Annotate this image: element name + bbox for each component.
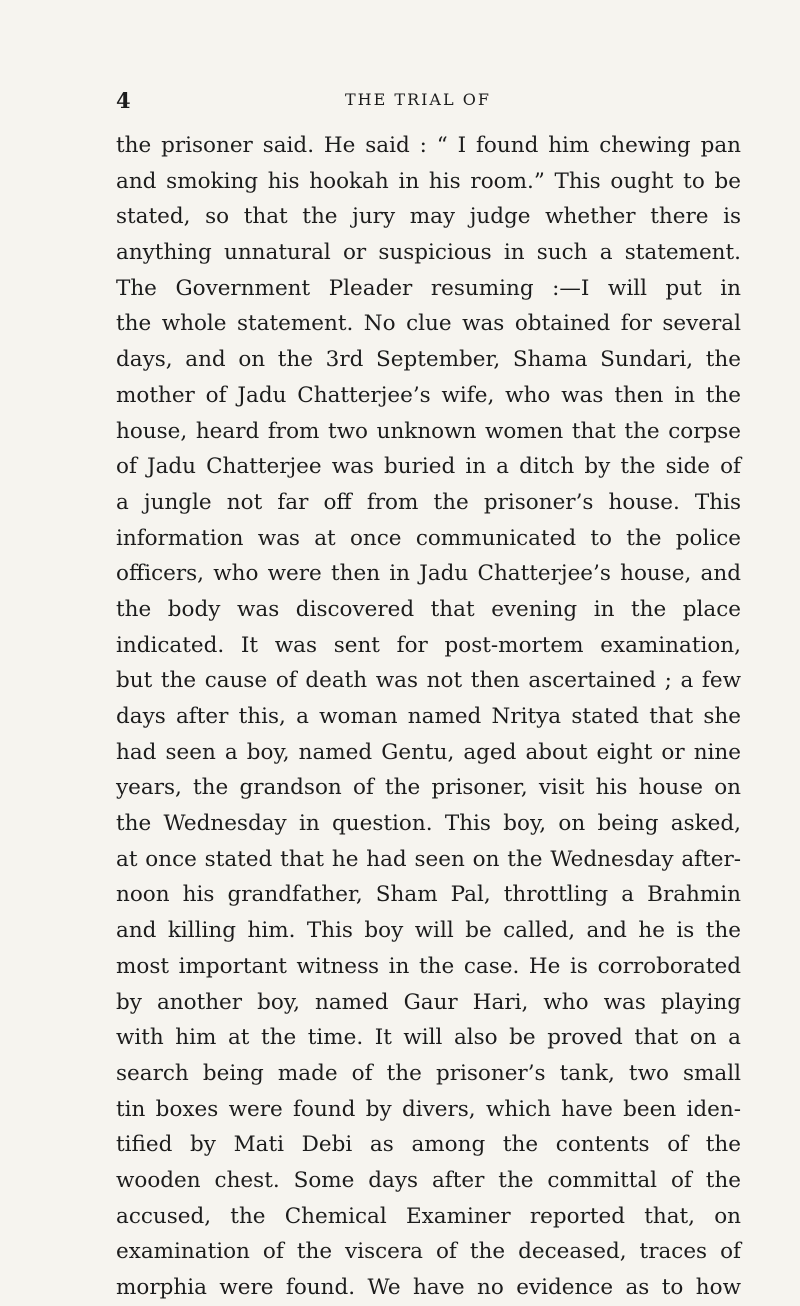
text-line: accused, the Chemical Examiner reported that, on (116, 1203, 741, 1229)
page-number: 4 (116, 88, 131, 113)
text-line: at once stated that he had seen on the Wednesday after- (116, 846, 741, 872)
text-line: with him at the time. It will also be proved that on a (116, 1025, 741, 1051)
text-line: wooden chest. Some days after the committal of the (116, 1167, 741, 1193)
text-line: the prisoner said. He said : “ I found him chewing pan (116, 133, 741, 158)
text-line: anything unnatural or suspicious in such a statement. (116, 240, 741, 266)
text-line: officers, who were then in Jadu Chatterjee’s house, and (116, 561, 741, 587)
text-line: days, and on the 3rd September, Shama Sundari, the (116, 347, 741, 373)
text-line: indicated. It was sent for post-mortem examination, (116, 632, 741, 658)
body-text (116, 128, 741, 1306)
text-line: morphia were found. We have no evidence as to how (116, 1275, 741, 1300)
text-line: examination of the viscera of the deceased, traces of (116, 1239, 741, 1265)
text-line: house, heard from two unknown women that the corpse (116, 418, 741, 444)
text-line: noon his grandfather, Sham Pal, throttling a Brahmin (116, 882, 741, 908)
text-line: the body was discovered that evening in the place (116, 596, 741, 622)
text-line: tified by Mati Debi as among the contents of the (116, 1132, 741, 1158)
text-line: the whole statement. No clue was obtained for several (116, 311, 741, 337)
text-line: search being made of the prisoner’s tank, two small (116, 1060, 741, 1086)
text-line: of Jadu Chatterjee was buried in a ditch by the side of (116, 454, 741, 480)
text-line: had seen a boy, named Gentu, aged about eight or nine (116, 739, 741, 765)
text-line: years, the grandson of the prisoner, visit his house on (116, 775, 741, 801)
text-line: a jungle not far off from the prisoner’s house. This (116, 489, 741, 515)
text-line: and killing him. This boy will be called, and he is the (116, 918, 741, 944)
text-line: by another boy, named Gaur Hari, who was playing (116, 989, 741, 1015)
text-line: stated, so that the jury may judge whether there is (116, 204, 741, 230)
text-line: but the cause of death was not then ascertained ; a few (116, 668, 741, 694)
text-line: mother of Jadu Chatterjee’s wife, who was then in the (116, 382, 741, 408)
text-line: tin boxes were found by divers, which have been iden- (116, 1096, 741, 1122)
running-head (0, 88, 800, 118)
text-line: and smoking his hookah in his room.” This ought to be (116, 168, 741, 194)
text-line: the Wednesday in question. This boy, on being asked, (116, 811, 741, 837)
text-line: most important witness in the case. He is corroborated (116, 953, 741, 979)
text-line: The Government Pleader resuming :—I will put in (116, 275, 741, 301)
text-line: information was at once communicated to the police (116, 525, 741, 551)
running-title: THE TRIAL OF (345, 90, 491, 109)
text-line: days after this, a woman named Nritya stated that she (116, 704, 741, 729)
